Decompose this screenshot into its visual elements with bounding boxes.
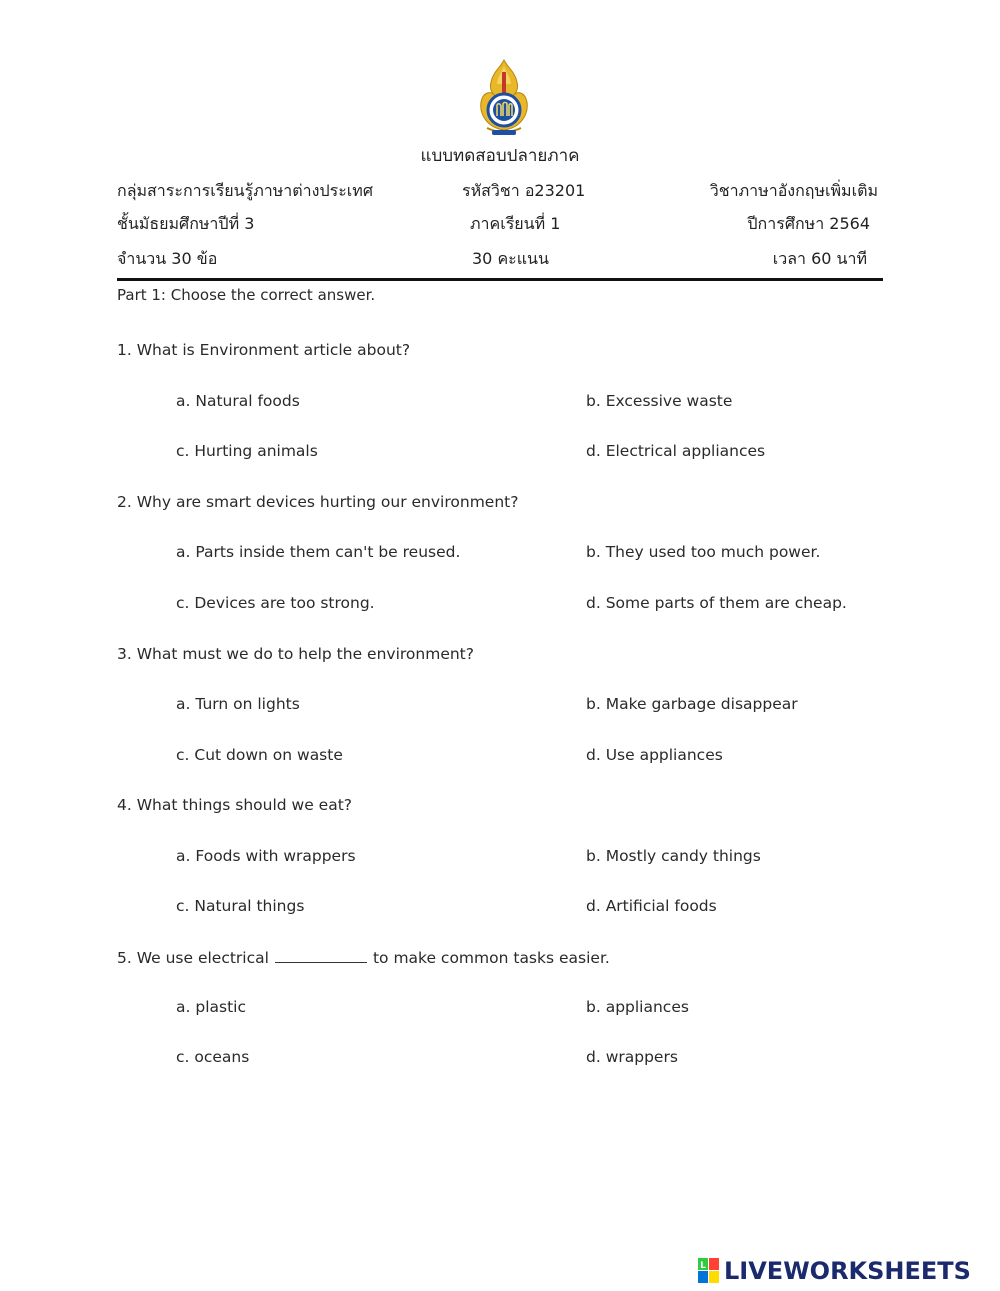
question-1-option-d[interactable]: d. Electrical appliances — [586, 442, 766, 460]
question-2-option-d[interactable]: d. Some parts of them are cheap. — [586, 594, 847, 612]
exam-title: แบบทดสอบปลายภาค — [420, 146, 580, 166]
question-4-option-a[interactable]: a. Foods with wrappers — [176, 847, 356, 865]
liveworksheets-wordmark: LIVEWORKSHEETS — [724, 1257, 971, 1285]
question-5-option-a[interactable]: a. plastic — [176, 998, 246, 1016]
question-4-option-d[interactable]: d. Artificial foods — [586, 897, 717, 915]
time-limit: เวลา 60 นาที — [772, 249, 867, 268]
course-name: วิชาภาษาอังกฤษเพิ่มเติม — [709, 181, 878, 200]
total-score: 30 คะแนน — [472, 249, 549, 268]
question-5-option-c[interactable]: c. oceans — [176, 1048, 250, 1066]
question-4-option-c[interactable]: c. Natural things — [176, 897, 305, 915]
question-1: 1. What is Environment article about? — [117, 341, 411, 359]
semester: ภาคเรียนที่ 1 — [470, 214, 561, 233]
question-4: 4. What things should we eat? — [117, 796, 352, 814]
question-2: 2. Why are smart devices hurting our environment? — [117, 493, 519, 511]
school-emblem-icon — [473, 58, 535, 138]
liveworksheets-watermark — [698, 1256, 971, 1286]
question-3: 3. What must we do to help the environment? — [117, 645, 474, 663]
question-2-option-c[interactable]: c. Devices are too strong. — [176, 594, 375, 612]
academic-year: ปีการศึกษา 2564 — [747, 214, 870, 233]
grade-level: ชั้นมัธยมศึกษาปีที่ 3 — [117, 214, 255, 233]
question-2-option-b[interactable]: b. They used too much power. — [586, 543, 821, 561]
question-5-text-before: 5. We use electrical — [117, 949, 269, 967]
question-3-option-b[interactable]: b. Make garbage disappear — [586, 695, 798, 713]
question-1-option-c[interactable]: c. Hurting animals — [176, 442, 318, 460]
question-2-option-a[interactable]: a. Parts inside them can't be reused. — [176, 543, 461, 561]
question-1-option-b[interactable]: b. Excessive waste — [586, 392, 733, 410]
question-3-option-d[interactable]: d. Use appliances — [586, 746, 723, 764]
question-3-option-c[interactable]: c. Cut down on waste — [176, 746, 343, 764]
question-count: จำนวน 30 ข้อ — [117, 249, 218, 268]
question-4-option-b[interactable]: b. Mostly candy things — [586, 847, 761, 865]
question-1-option-a[interactable]: a. Natural foods — [176, 392, 300, 410]
question-5 — [117, 948, 610, 967]
header-divider — [117, 278, 883, 281]
question-3-option-a[interactable]: a. Turn on lights — [176, 695, 300, 713]
logo-letter-l: L — [700, 1261, 706, 1271]
part-instruction: Part 1: Choose the correct answer. — [117, 286, 376, 304]
question-5-option-d[interactable]: d. wrappers — [586, 1048, 678, 1066]
answer-blank[interactable] — [275, 948, 367, 963]
course-code: รหัสวิชา อ23201 — [462, 181, 586, 200]
liveworksheets-logo-icon — [698, 1258, 720, 1284]
subject-group: กลุ่มสาระการเรียนรู้ภาษาต่างประเทศ — [117, 181, 373, 200]
question-5-option-b[interactable]: b. appliances — [586, 998, 689, 1016]
question-5-text-after: to make common tasks easier. — [372, 949, 610, 967]
